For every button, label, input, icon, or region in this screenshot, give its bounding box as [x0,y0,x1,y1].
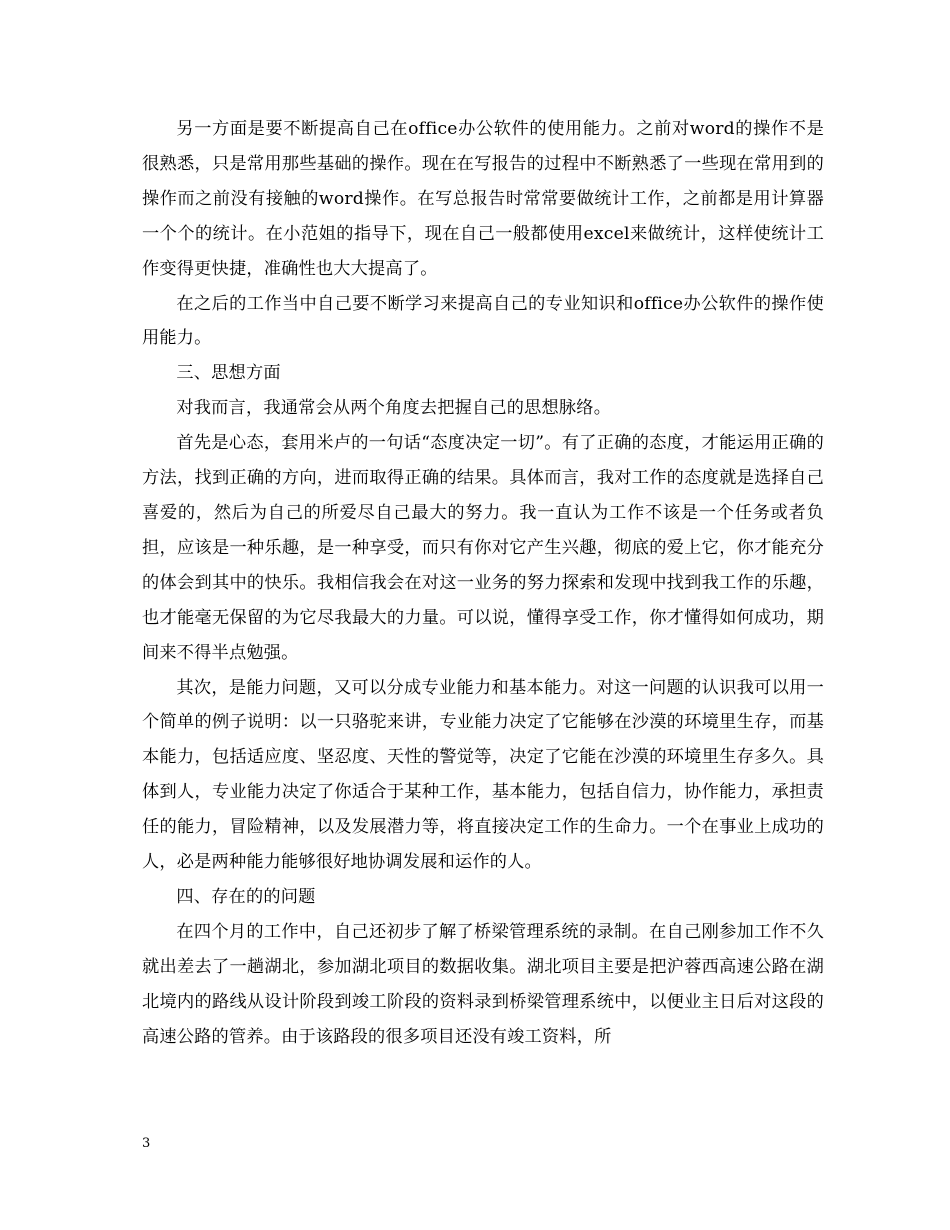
paragraph-thought-intro: 对我而言，我通常会从两个角度去把握自己的思想脉络。 [176,398,612,419]
paragraph-office-skills: 另一方面是要不断提高自己在office办公软件的使用能力。之前对word的操作不是很熟悉，只是常用那些基础的操作。现在在写报告的过程中不断熟悉了一些现在常用到的操作而之前没有接触的word操作。在写总报告时常常要做统计工作，之前都是用计算器一个个的统计。在小范姐的指导下，现在自己一般都使用excel来做统计，这样使统计工作变得更快捷，准确性也大大提高了。 [142,119,824,279]
paragraph-bridge-system: 在四个月的工作中，自己还初步了解了桥梁管理系统的录制。在自己刚参加工作不久就出差去了一趟湖北，参加湖北项目的数据收集。湖北项目主要是把沪蓉西高速公路在湖北境内的路线从设计阶段到竣工阶段的资料录到桥梁管理系统中，以便业主日后对这段的高速公路的管养。由于该路段的很多项目还没有竣工资料，所 [142,921,824,1047]
section-heading-thoughts: 三、思想方面 [176,363,281,384]
paragraph-ability: 其次，是能力问题，又可以分成专业能力和基本能力。对这一问题的认识我可以用一个简单的例子说明：以一只骆驼来讲，专业能力决定了它能够在沙漠的环境里生存，而基本能力，包括适应度、坚忍度、天性的警觉等，决定了它能在沙漠的环境里生存多久。具体到人，专业能力决定了你适合于某种工作，基本能力，包括自信力，协作能力，承担责任的能力，冒险精神，以及发展潜力等，将直接决定工作的生命力。一个在事业上成功的人，必是两种能力能够很好地协调发展和运作的人。 [142,677,824,873]
paragraph-attitude: 首先是心态，套用米卢的一句话“态度决定一切”。有了正确的态度，才能运用正确的方法，找到正确的方向，进而取得正确的结果。具体而言，我对工作的态度就是选择自己喜爱的，然后为自己的所爱尽自己最大的努力。我一直认为工作不该是一个任务或者负担，应该是一种乐趣，是一种享受，而只有你对它产生兴趣，彻底的爱上它，你才能充分的体会到其中的快乐。我相信我会在对这一业务的努力探索和发现中找到我工作的乐趣，也才能毫无保留的为它尽我最大的力量。可以说，懂得享受工作，你才懂得如何成功，期间来不得半点勉强。 [142,433,824,663]
paragraph-future-study: 在之后的工作当中自己要不断学习来提高自己的专业知识和office办公软件的操作使用能力。 [142,293,824,349]
section-heading-problems: 四、存在的的问题 [176,886,316,907]
page-number: 3 [142,1136,151,1151]
document-body [142,112,824,1054]
